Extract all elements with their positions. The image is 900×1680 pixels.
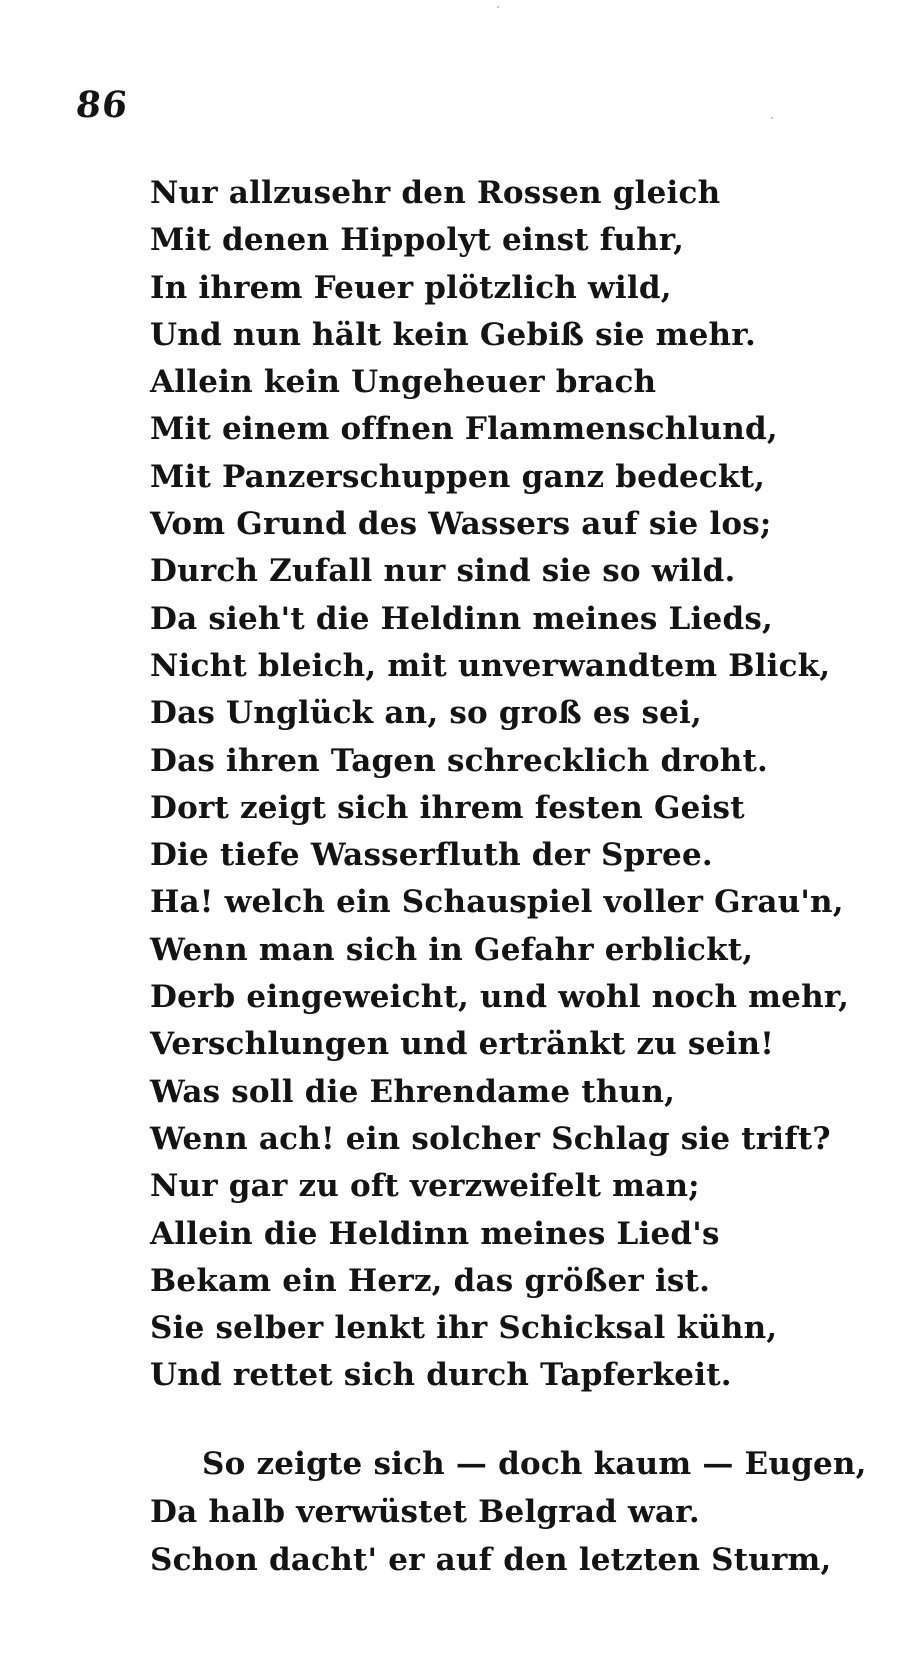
verse-line: Da sieh't die Heldinn meines Lieds, — [150, 600, 773, 637]
verse-line: Derb eingeweicht, und wohl noch mehr, — [150, 979, 850, 1016]
verse-line: Durch Zufall nur sind sie so wild. — [150, 553, 736, 590]
verse-line: Und rettet sich durch Tapferkeit. — [150, 1357, 732, 1394]
stanza — [150, 1440, 867, 1584]
verse-line: Schon dacht' er auf den letzten Sturm, — [150, 1542, 832, 1578]
verse-line: Dort zeigt sich ihrem festen Geist — [150, 789, 745, 826]
paper-speck — [771, 117, 773, 119]
verse-line: Ha! welch ein Schauspiel voller Grau'n, — [150, 884, 844, 921]
verse-line: So zeigte sich — doch kaum — Eugen, — [202, 1446, 867, 1482]
verse-line: Nicht bleich, mit unverwandtem Blick, — [150, 647, 831, 684]
verse-line: In ihrem Feuer plötzlich wild, — [150, 269, 672, 306]
verse-line: Wenn man sich in Gefahr erblickt, — [150, 931, 754, 968]
verse-line: Das ihren Tagen schrecklich droht. — [150, 742, 769, 779]
paper-speck — [497, 6, 499, 8]
page-number: 86 — [73, 84, 131, 126]
verse-line: Mit einem offnen Flammenschlund, — [150, 411, 778, 448]
verse-line: Die tiefe Wasserfluth der Spree. — [150, 837, 713, 874]
verse-line: Bekam ein Herz, das größer ist. — [150, 1262, 711, 1299]
verse-line: Was soll die Ehrendame thun, — [150, 1073, 676, 1110]
verse-line: Und nun hält kein Gebiß sie mehr. — [150, 316, 756, 353]
verse-line: Nur allzusehr den Rossen gleich — [150, 175, 721, 211]
verse-line: Mit denen Hippolyt einst fuhr, — [150, 222, 685, 259]
stanza — [150, 170, 849, 1400]
verse-line: Vom Grund des Wassers auf sie los; — [150, 506, 772, 543]
verse-line: Sie selber lenkt ihr Schicksal kühn, — [150, 1310, 778, 1347]
verse-line: Wenn ach! ein solcher Schlag sie trift? — [150, 1120, 831, 1157]
verse-line: Nur gar zu oft verzweifelt man; — [150, 1168, 700, 1205]
verse-line: Das Unglück an, so groß es sei, — [150, 695, 702, 732]
verse-line: Allein die Heldinn meines Lied's — [150, 1215, 720, 1252]
verse-line: Verschlungen und ertränkt zu sein! — [150, 1026, 775, 1063]
verse-line: Allein kein Ungeheuer brach — [150, 364, 657, 401]
verse-line: Da halb verwüstet Belgrad war. — [150, 1494, 700, 1530]
verse-line: Mit Panzerschuppen ganz bedeckt, — [150, 458, 766, 495]
